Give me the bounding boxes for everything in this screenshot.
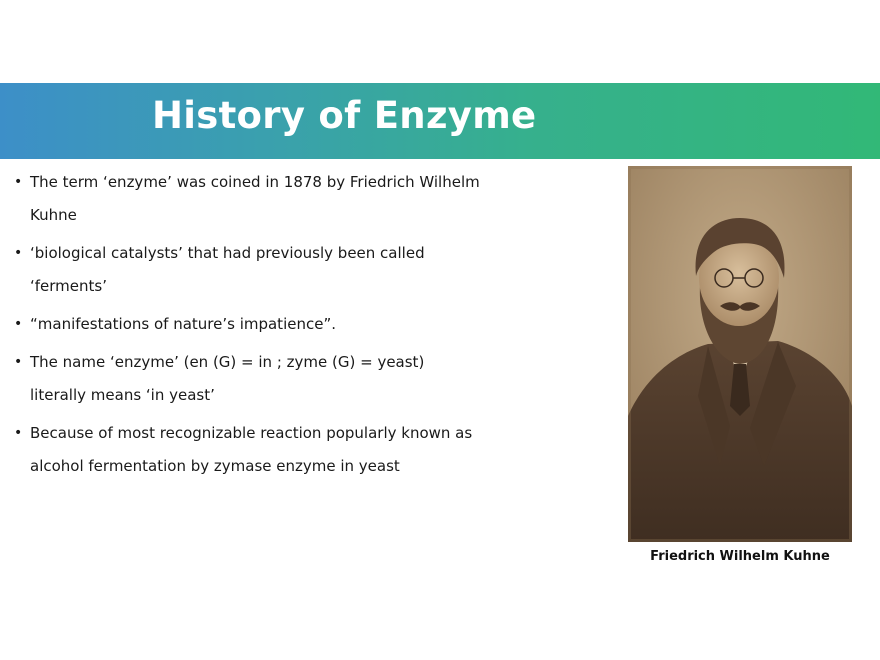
portrait-photo <box>628 166 852 542</box>
portrait-caption: Friedrich Wilhelm Kuhne <box>650 549 830 564</box>
slide-title: History of Enzyme <box>152 94 537 137</box>
bullet-dot-icon: • <box>14 245 23 261</box>
bullet-text: “manifestations of nature’s impatience”. <box>30 315 336 333</box>
portrait-illustration <box>628 166 852 542</box>
bullet-dot-icon: • <box>14 174 23 190</box>
bullet-text: The term ‘enzyme’ was coined in 1878 by Friedrich Wilhelm Kuhne <box>30 173 480 224</box>
bullet-dot-icon: • <box>14 354 23 370</box>
bullet-dot-icon: • <box>14 425 23 441</box>
bullet-text: Because of most recognizable reaction popularly known as alcohol fermentation by zymase enzyme in yeast <box>30 424 473 475</box>
bullet-text: ‘biological catalysts’ that had previously been called ‘ferments’ <box>30 244 425 295</box>
bullet-dot-icon: • <box>14 316 23 332</box>
bullet-item <box>14 237 484 303</box>
bullet-list <box>14 166 484 488</box>
bullet-item <box>14 346 484 412</box>
bullet-text: The name ‘enzyme’ (en (G) = in ; zyme (G) = yeast) literally means ‘in yeast’ <box>30 353 425 404</box>
bullet-item <box>14 417 484 483</box>
bullet-item <box>14 166 484 232</box>
bullet-item <box>14 308 484 341</box>
